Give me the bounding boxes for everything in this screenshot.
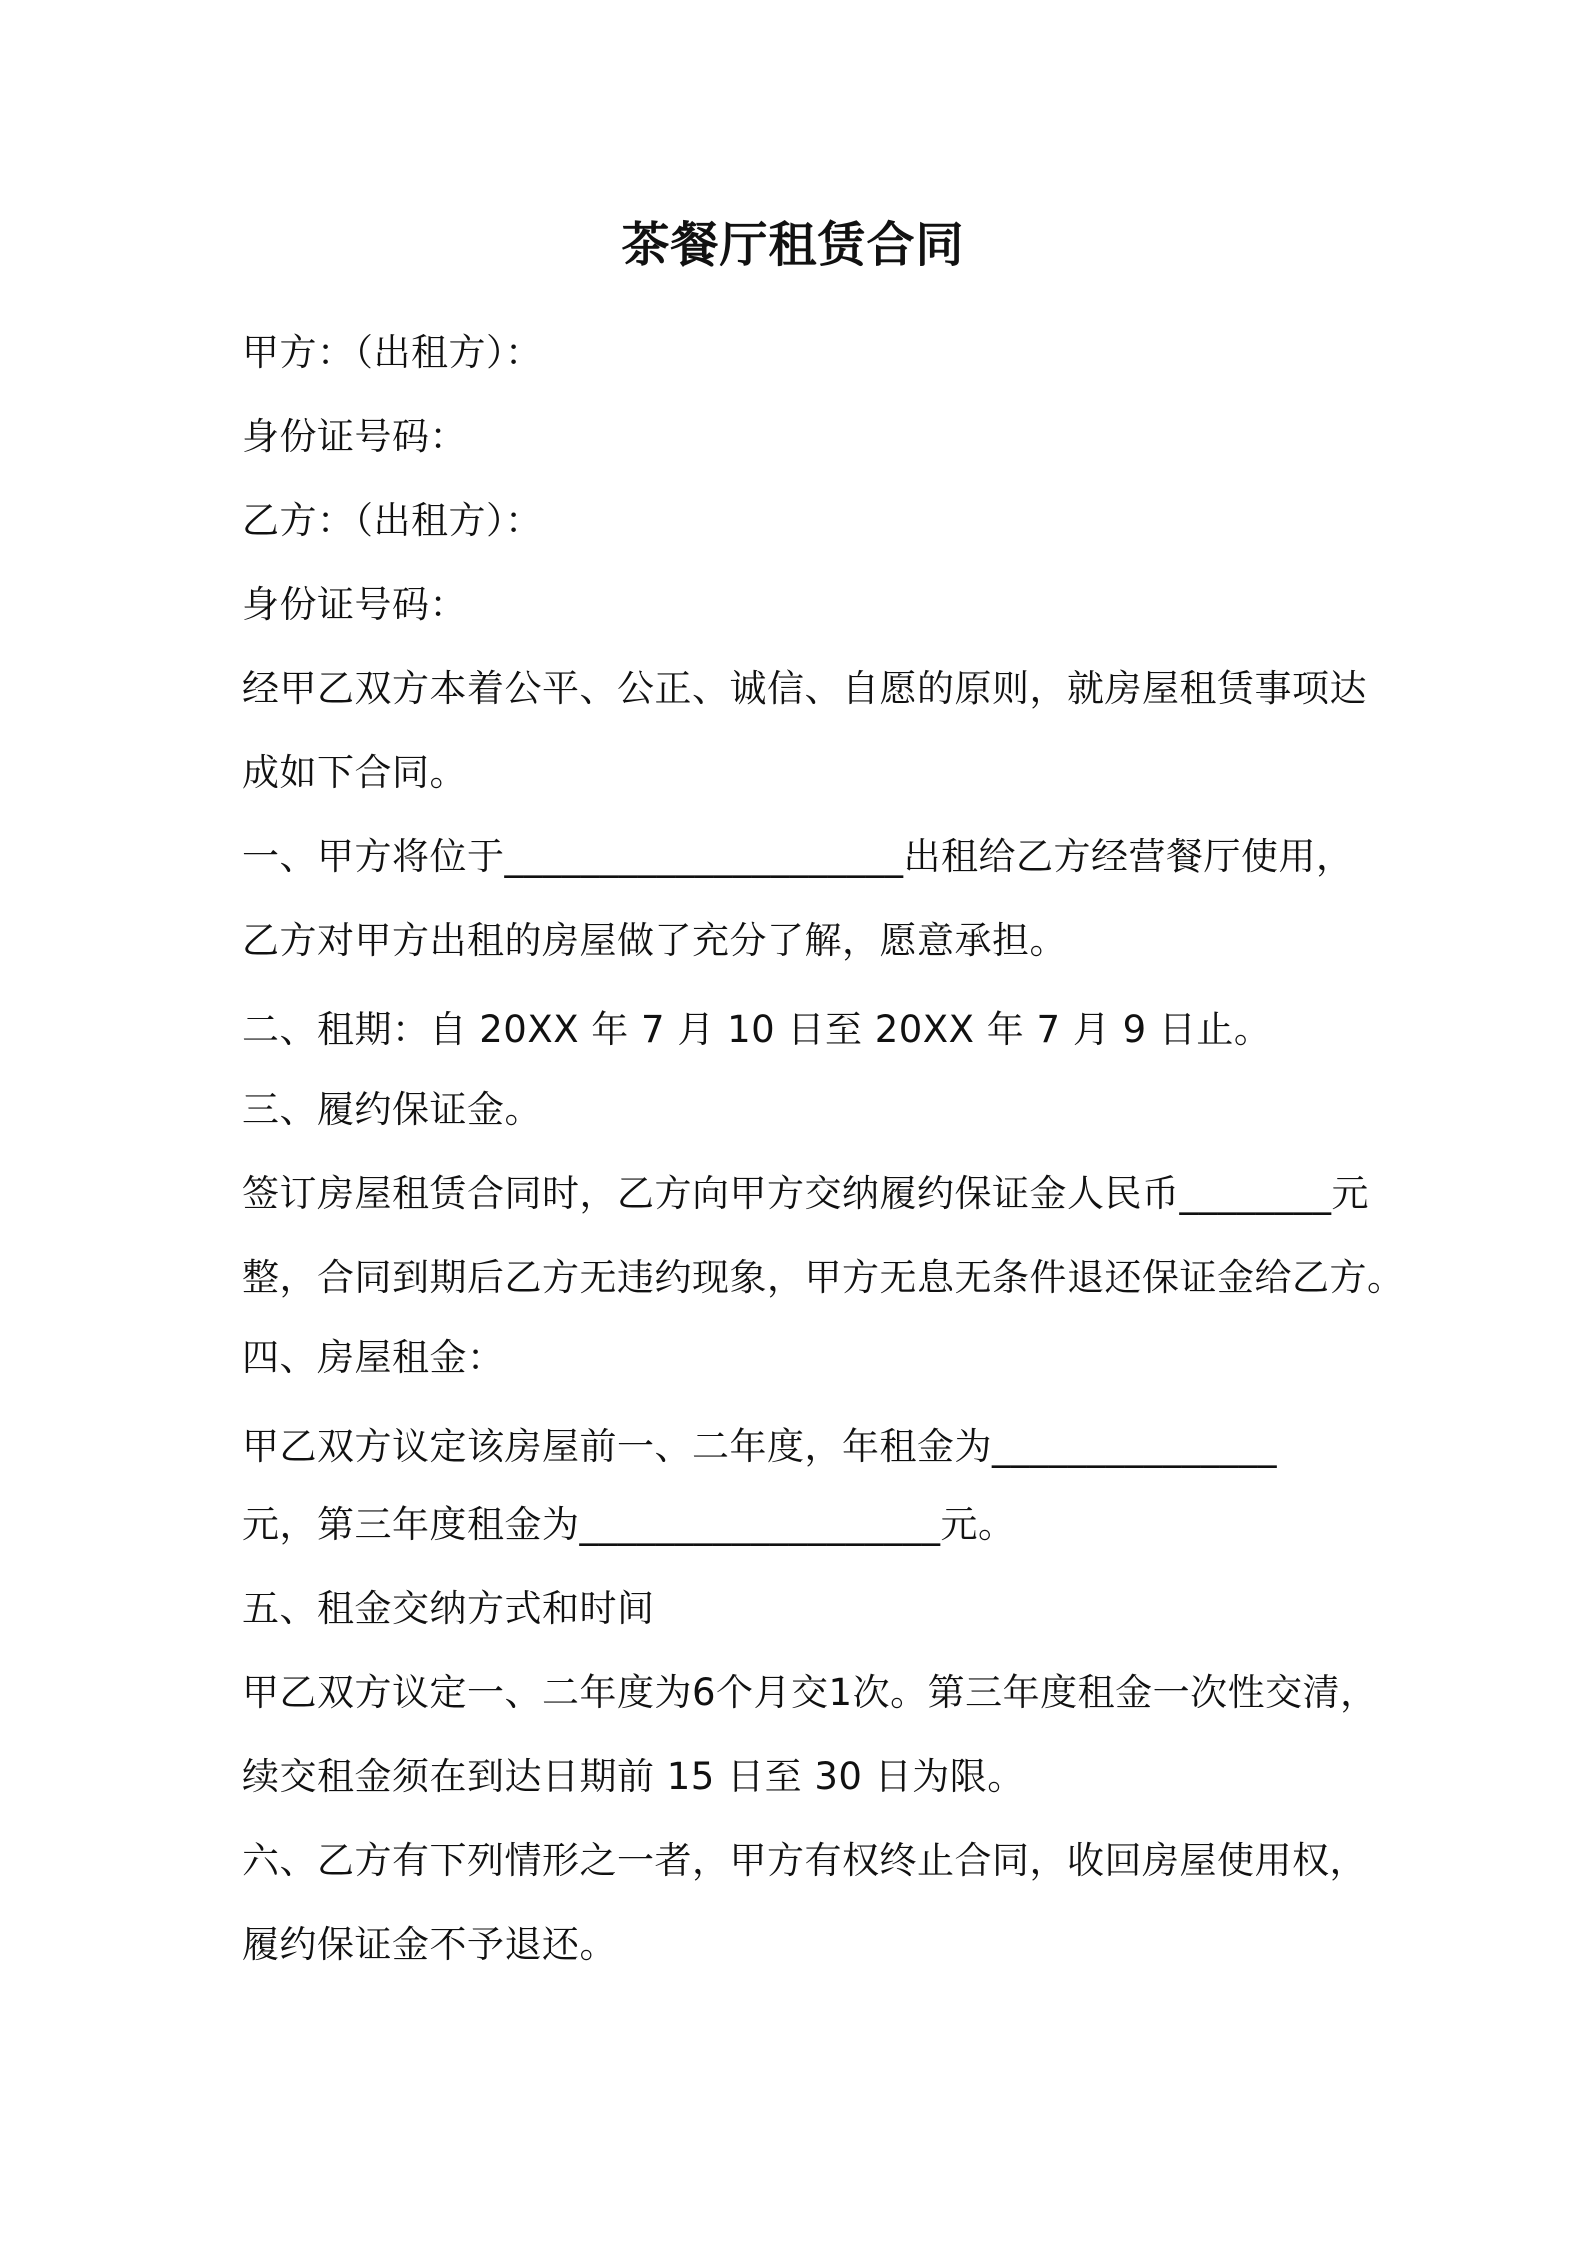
party-a-line: 甲方：（出租方）： bbox=[242, 331, 543, 374]
clause-3-line-2: 整，合同到期后乙方无违约现象，甲方无息无条件退还保证金给乙方。 bbox=[242, 1256, 1405, 1299]
clause-4-line-2: 元，第三年度租金为___________________元。 bbox=[242, 1503, 1016, 1546]
clause-4-heading: 四、房屋租金： bbox=[242, 1336, 505, 1379]
clause-5-heading: 五、租金交纳方式和时间 bbox=[242, 1587, 655, 1630]
clause-3-heading: 三、履约保证金。 bbox=[242, 1088, 542, 1131]
clause-5-line-1: 甲乙双方议定一、二年度为6个月交1次。第三年度租金一次性交清， bbox=[242, 1671, 1378, 1714]
party-b-line: 乙方：（出租方）： bbox=[242, 499, 543, 542]
clause-5-line-2: 续交租金须在到达日期前 15 日至 30 日为限。 bbox=[242, 1755, 1025, 1798]
clause-6-line-2: 履约保证金不予退还。 bbox=[242, 1923, 617, 1966]
party-b-id-line: 身份证号码： bbox=[242, 583, 467, 626]
clause-1-line-2: 乙方对甲方出租的房屋做了充分了解，愿意承担。 bbox=[242, 919, 1067, 962]
clause-2-line: 二、租期：自 20XX 年 7 月 10 日至 20XX 年 7 月 9 日止。 bbox=[242, 1008, 1272, 1051]
clause-1-line-1: 一、甲方将位于_____________________出租给乙方经营餐厅使用， bbox=[242, 835, 1354, 878]
clause-4-line-1: 甲乙双方议定该房屋前一、二年度，年租金为_______________ bbox=[242, 1425, 1277, 1468]
preamble-line-2: 成如下合同。 bbox=[242, 751, 467, 794]
clause-6-line-1: 六、乙方有下列情形之一者，甲方有权终止合同，收回房屋使用权， bbox=[242, 1839, 1367, 1882]
preamble-line-1: 经甲乙双方本着公平、公正、诚信、自愿的原则，就房屋租赁事项达 bbox=[242, 667, 1367, 710]
clause-3-line-1: 签订房屋租赁合同时，乙方向甲方交纳履约保证金人民币________元 bbox=[242, 1172, 1369, 1215]
document-title: 茶餐厅租赁合同 bbox=[621, 217, 965, 273]
party-a-id-line: 身份证号码： bbox=[242, 415, 467, 458]
